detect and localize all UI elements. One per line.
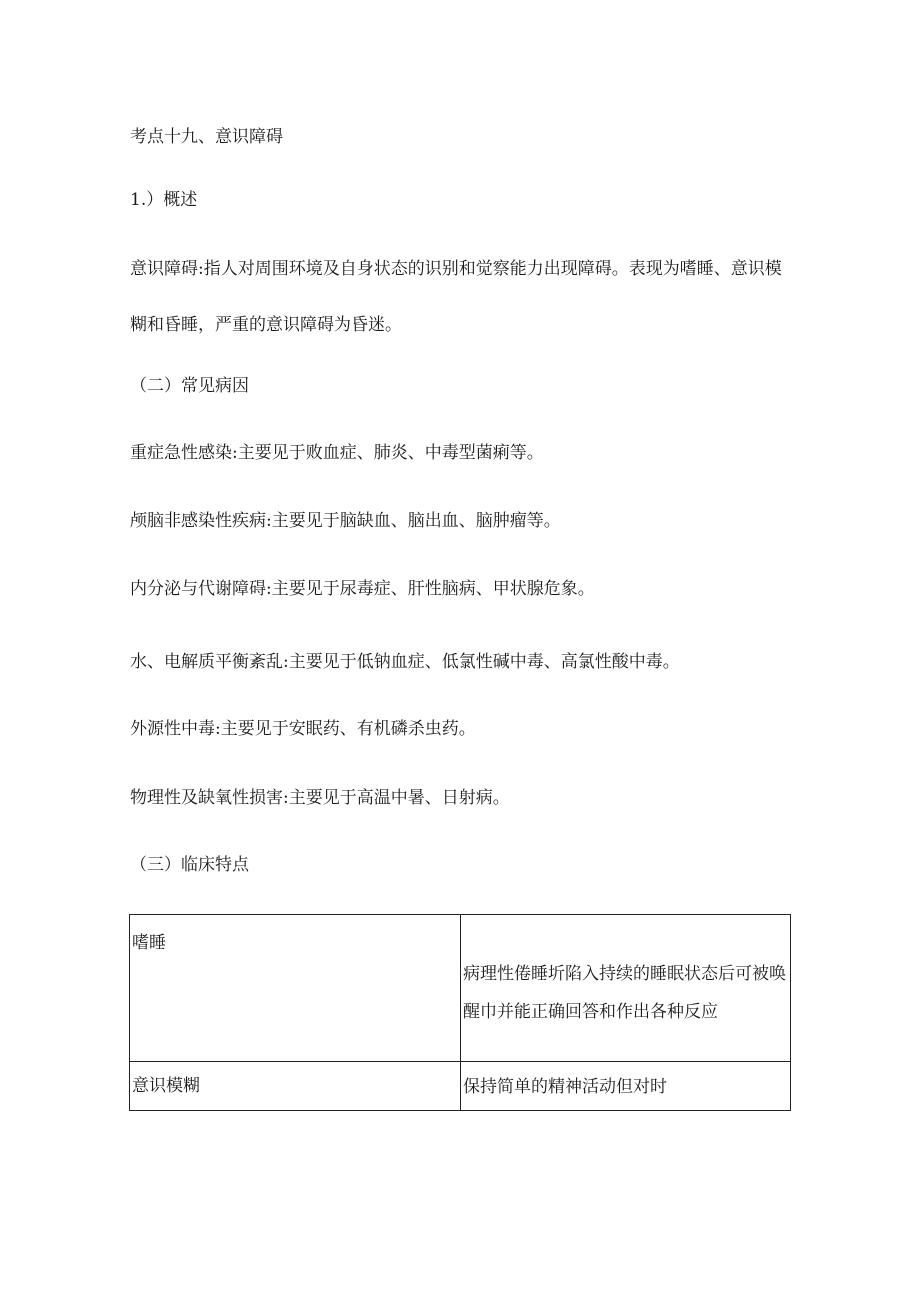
clinical-features-table	[129, 914, 791, 1111]
cause-item: 水、电解质平衡紊乱:主要见于低钠血症、低氯性碱中毒、高氯性酸中毒。	[130, 652, 680, 672]
cause-item: 重症急性感染:主要见于败血症、肺炎、中毒型菌痢等。	[130, 443, 544, 463]
term-label: 意识模糊	[132, 1076, 200, 1096]
table-cell-description	[461, 1062, 791, 1111]
table-cell-term	[130, 915, 461, 1062]
table-row	[130, 1062, 791, 1111]
cause-item: 内分泌与代谢障碍:主要见于尿毒症、肝性脑病、甲状腺危象。	[130, 579, 595, 599]
description-text: 病理性倦睡圻陷入持续的睡眠状态后可被唤醒巾并能正确回答和作出各种反应	[463, 964, 786, 1022]
cause-item: 颅脑非感染性疾病:主要见于脑缺血、脑出血、脑肿瘤等。	[130, 511, 561, 531]
term-label: 嗜睡	[132, 933, 166, 953]
overview-heading: 1.）概述	[130, 190, 198, 210]
table-cell-description	[461, 915, 791, 1062]
clinical-heading: （三）临床特点	[130, 855, 249, 875]
table-cell-term	[130, 1062, 461, 1111]
causes-heading: （二）常见病因	[130, 376, 249, 396]
cause-item: 外源性中毒:主要见于安眠药、有机磷杀虫药。	[130, 719, 476, 739]
cause-item: 物理性及缺氧性损害:主要见于高温中暑、日射病。	[130, 788, 510, 808]
table-row	[130, 915, 791, 1062]
description-text: 保持简单的精神活动但对时	[463, 1077, 667, 1097]
section-title: 考点十九、意识障碍	[130, 127, 283, 147]
overview-paragraph: 意识障碍:指人对周围环境及自身状态的识别和觉察能力出现障碍。表现为嗜睡、意识模糊和昏睡，严重的意识障碍为昏迷。	[130, 259, 782, 335]
